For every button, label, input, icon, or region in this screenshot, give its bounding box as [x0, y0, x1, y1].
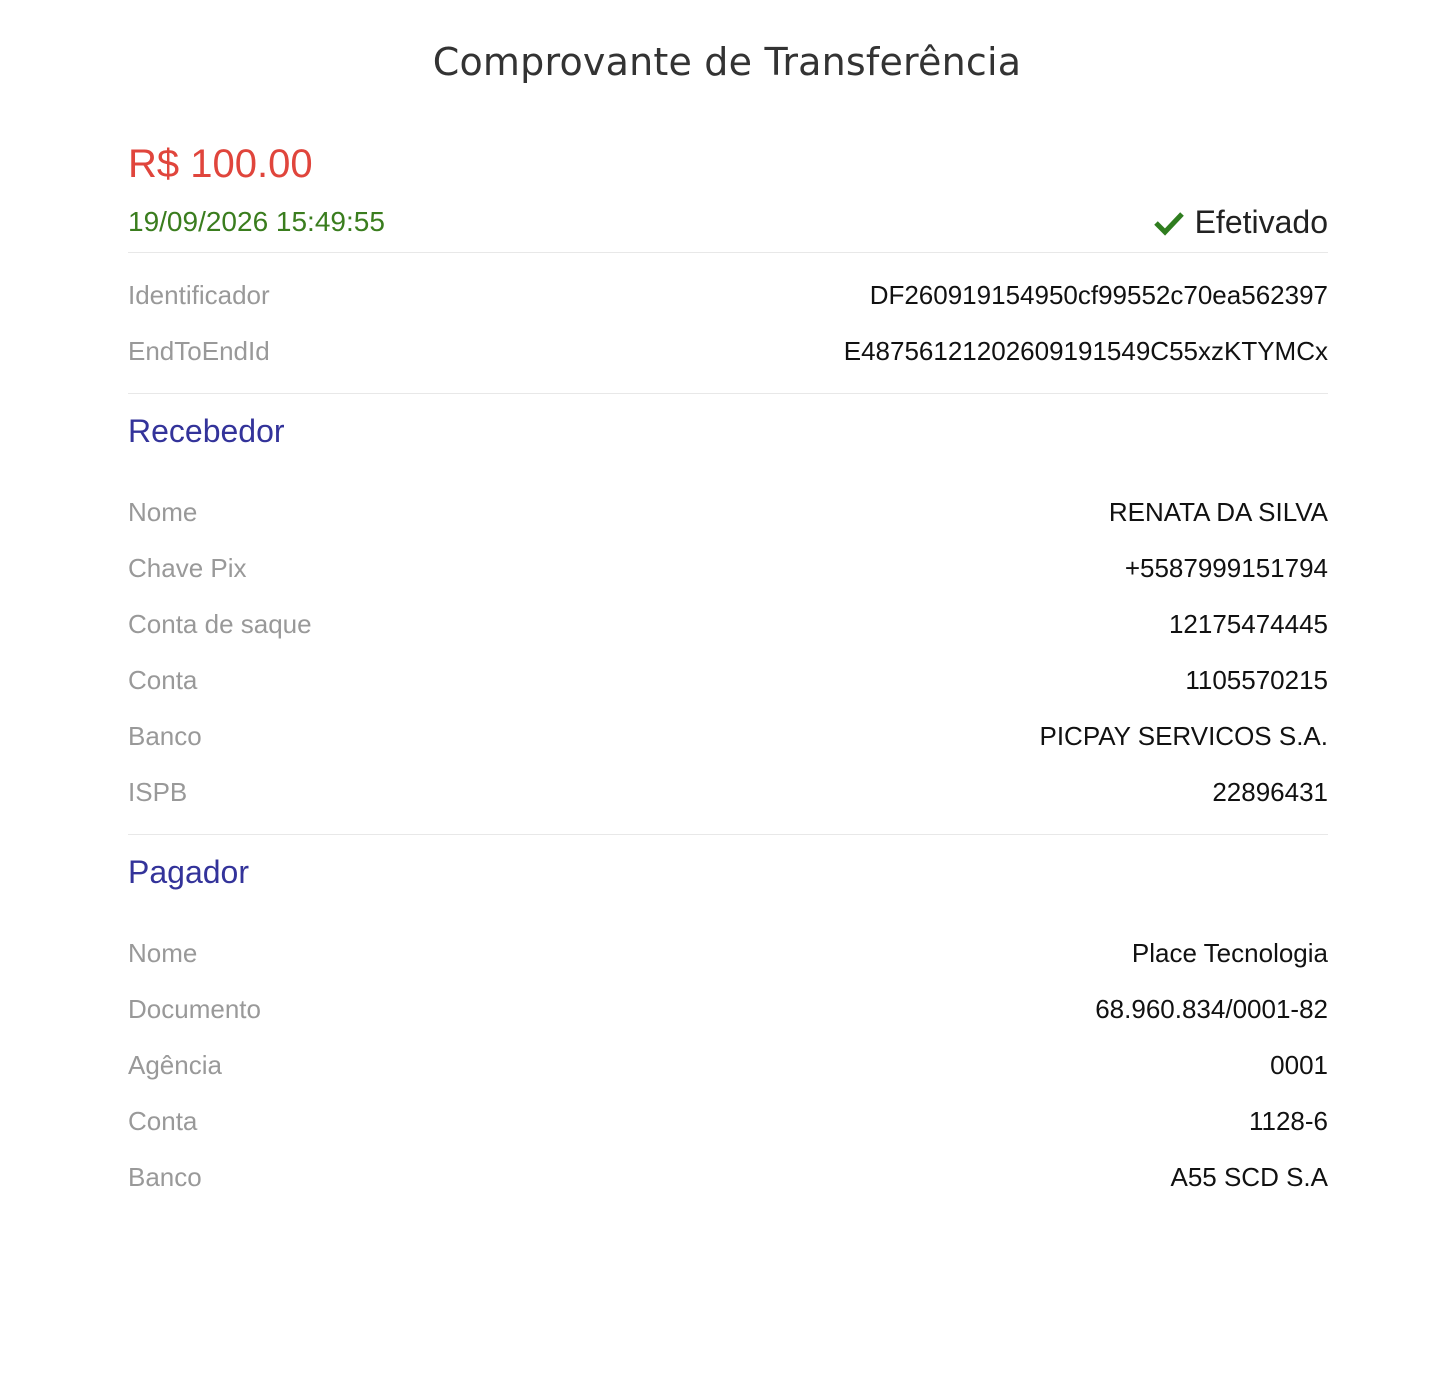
id-label: Identificador	[128, 279, 270, 310]
recebedor-label: Nome	[128, 496, 198, 527]
pagador-value: Place Tecnologia	[1131, 937, 1328, 968]
pagador-value: A55 SCD S.A	[1170, 1161, 1328, 1192]
section-title-pagador: Pagador	[128, 854, 249, 890]
end-to-end-row	[128, 323, 1328, 379]
recebedor-label: Conta	[128, 664, 198, 695]
recebedor-value: 22896431	[1212, 776, 1328, 807]
id-row	[128, 267, 1328, 323]
end-to-end-label: EndToEndId	[128, 335, 270, 366]
pagador-label: Nome	[128, 937, 198, 968]
pagador-label: Documento	[128, 993, 261, 1024]
end-to-end-value: E48756121202609191549C55xzKTYMCx	[843, 335, 1328, 366]
transfer-datetime: 19/09/2026 15:49:55	[128, 206, 385, 237]
pagador-row	[128, 925, 1328, 981]
recebedor-row	[128, 764, 1328, 820]
pagador-row	[128, 981, 1328, 1037]
recebedor-row	[128, 708, 1328, 764]
recebedor-value: PICPAY SERVICOS S.A.	[1039, 720, 1328, 751]
status-badge	[1153, 204, 1328, 241]
recebedor-label: ISPB	[128, 776, 188, 807]
recebedor-value: RENATA DA SILVA	[1108, 496, 1328, 527]
recebedor-label: Banco	[128, 720, 202, 751]
pagador-details	[128, 911, 1328, 1205]
pagador-value: 68.960.834/0001-82	[1095, 993, 1328, 1024]
pagador-row	[128, 1093, 1328, 1149]
transfer-amount: R$ 100.00	[128, 142, 313, 186]
pagador-row	[128, 1037, 1328, 1093]
divider	[128, 393, 1328, 394]
section-title-recebedor: Recebedor	[128, 413, 285, 449]
divider	[128, 834, 1328, 835]
recebedor-details	[128, 470, 1328, 834]
recebedor-row	[128, 484, 1328, 540]
recebedor-label: Conta de saque	[128, 608, 312, 639]
recebedor-value: +5587999151794	[1124, 552, 1328, 583]
pagador-row	[128, 1149, 1328, 1205]
pagador-value: 0001	[1270, 1049, 1328, 1080]
status-label: Efetivado	[1194, 203, 1328, 240]
pagador-label: Banco	[128, 1161, 202, 1192]
recebedor-label: Chave Pix	[128, 552, 247, 583]
status-row	[128, 192, 1328, 252]
pagador-label: Conta	[128, 1105, 198, 1136]
recebedor-value: 12175474445	[1168, 608, 1328, 639]
check-icon	[1153, 206, 1185, 238]
pagador-label: Agência	[128, 1049, 222, 1080]
receipt-content	[128, 138, 1328, 1205]
recebedor-row	[128, 540, 1328, 596]
transaction-ids	[128, 253, 1328, 393]
recebedor-row	[128, 652, 1328, 708]
id-value: DF260919154950cf99552c70ea562397	[869, 279, 1328, 310]
recebedor-row	[128, 596, 1328, 652]
recebedor-value: 1105570215	[1185, 664, 1328, 695]
page-title: Comprovante de Transferência	[432, 40, 1022, 84]
pagador-value: 1128-6	[1248, 1105, 1328, 1136]
